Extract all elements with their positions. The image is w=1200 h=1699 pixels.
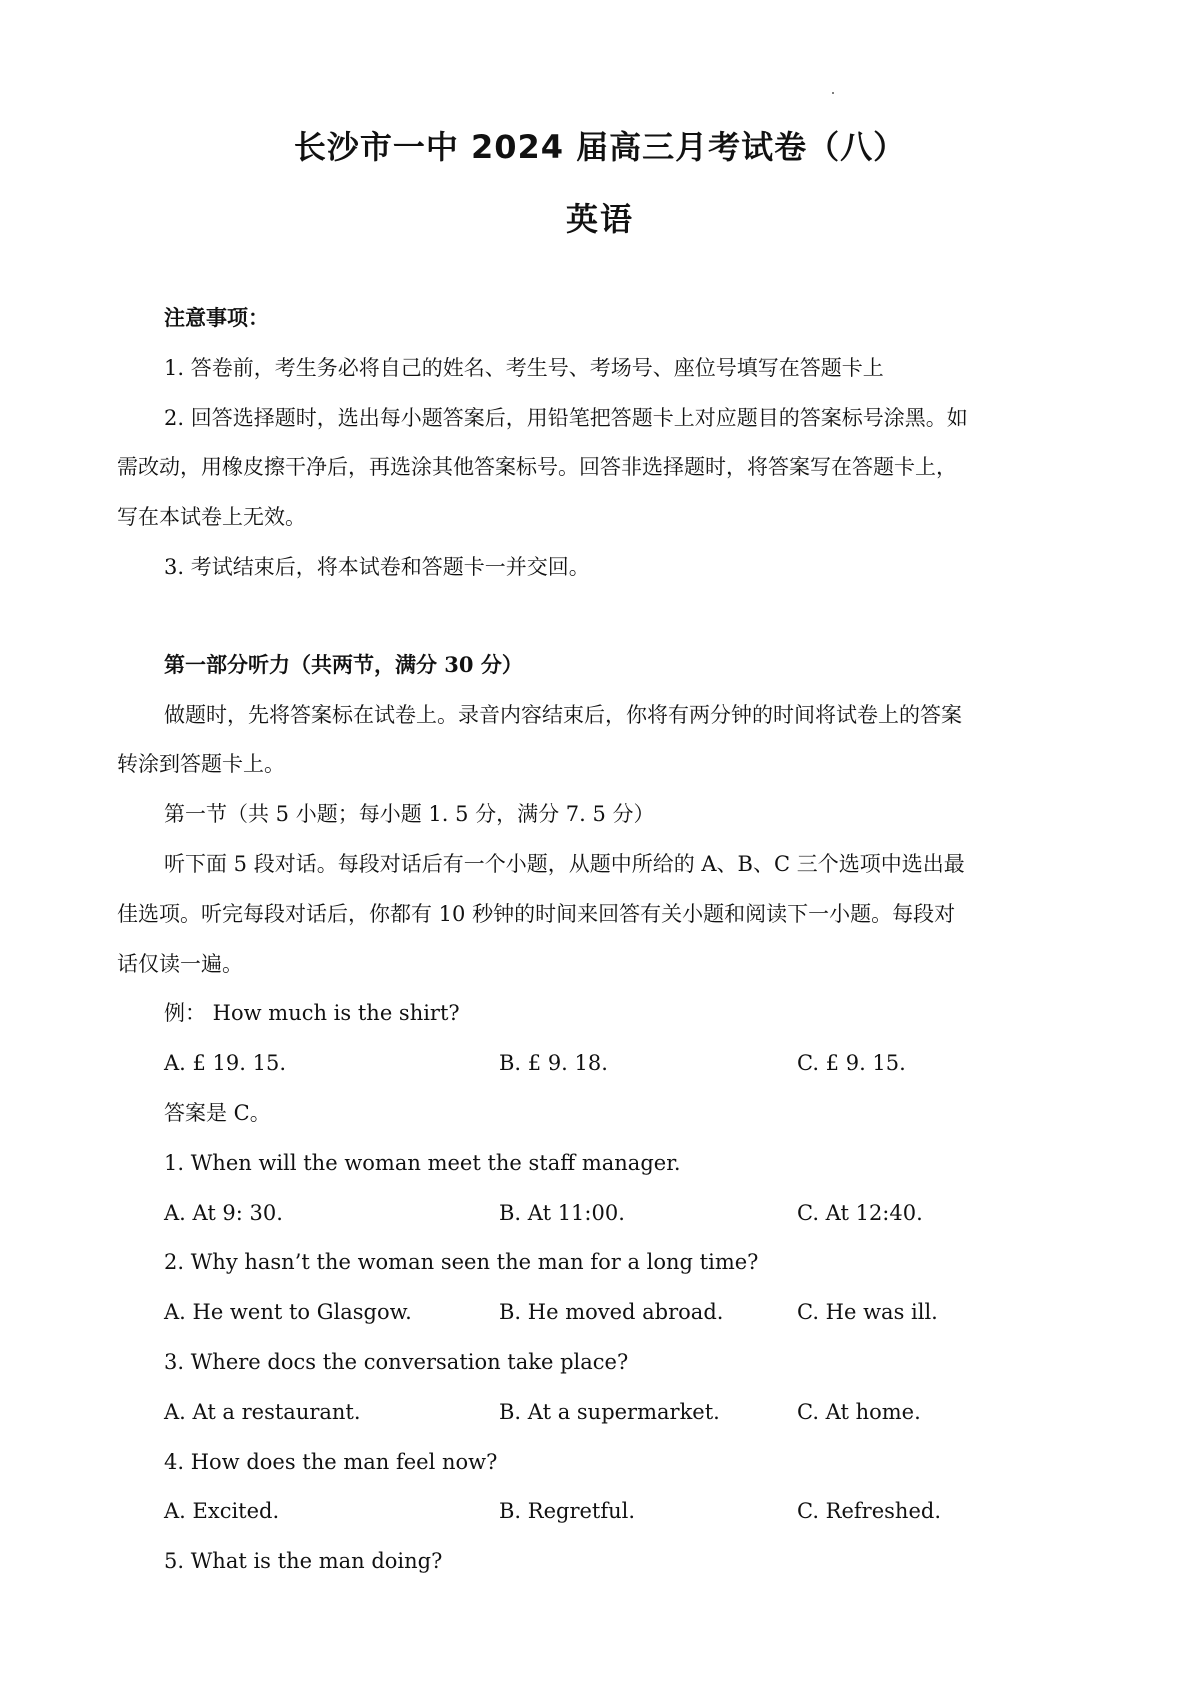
notice-heading: 注意事项：: [164, 305, 269, 330]
option-c: C. At 12:40.: [797, 1200, 923, 1225]
notice-line: 写在本试卷上无效。: [117, 505, 306, 530]
option-b: B. £ 9. 18.: [499, 1051, 608, 1076]
option-b: B. He moved abroad.: [499, 1300, 724, 1325]
question-1-options: [117, 1198, 1097, 1248]
notice-line: 2. 回答选择题时，选出每小题答案后，用铅笔把答题卡上对应题目的答案标号涂黑。如: [164, 405, 968, 430]
question-1: 1. When will the woman meet the staff manager.: [164, 1150, 681, 1175]
question-2: 2. Why hasn’t the woman seen the man for a long time?: [164, 1250, 759, 1275]
question-5: 5. What is the man doing?: [164, 1549, 443, 1574]
section-instruction-line: 话仅读一遍。: [117, 951, 243, 976]
option-b: B. Regretful.: [499, 1499, 636, 1524]
option-c: C. Refreshed.: [797, 1499, 941, 1524]
subject-title: 英语: [565, 200, 634, 238]
option-c: C. He was ill.: [797, 1300, 938, 1325]
section-instruction-line: 佳选项。听完每段对话后，你都有 10 秒钟的时间来回答有关小题和阅读下一小题。每段对: [117, 901, 956, 926]
option-b: B. At a supermarket.: [499, 1399, 720, 1424]
exam-content: [117, 303, 1097, 1596]
question-2-options: [117, 1297, 1097, 1347]
notice-line: 需改动，用橡皮擦干净后，再选涂其他答案标号。回答非选择题时，将答案写在答题卡上，: [117, 455, 957, 480]
option-c: C. At home.: [797, 1399, 921, 1424]
section-title: 第一节（共 5 小题；每小题 1. 5 分，满分 7. 5 分）: [164, 802, 655, 827]
option-c: C. £ 9. 15.: [797, 1051, 906, 1076]
notice-line: 3. 考试结束后，将本试卷和答题卡一并交回。: [164, 554, 590, 579]
question-4-options: [117, 1496, 1097, 1546]
example-question: 例： How much is the shirt?: [164, 1001, 460, 1026]
example-answer: 答案是 C。: [164, 1100, 271, 1125]
option-a: A. At a restaurant.: [164, 1399, 361, 1424]
option-a: A. £ 19. 15.: [164, 1051, 287, 1076]
question-3: 3. Where docs the conversation take place?: [164, 1349, 629, 1374]
option-b: B. At 11:00.: [499, 1200, 625, 1225]
exam-title: 长沙市一中 2024 届高三月考试卷（八）: [293, 128, 907, 166]
example-options: [117, 1048, 1097, 1098]
question-4: 4. How does the man feel now?: [164, 1449, 498, 1474]
scan-dot: [832, 92, 834, 94]
question-3-options: [117, 1397, 1097, 1447]
option-a: A. He went to Glasgow.: [164, 1300, 412, 1325]
part1-heading: 第一部分听力（共两节，满分 30 分）: [164, 651, 523, 677]
part1-intro-line: 做题时，先将答案标在试卷上。录音内容结束后，你将有两分钟的时间将试卷上的答案: [164, 702, 962, 727]
notice-line: 1. 答卷前，考生务必将自己的姓名、考生号、考场号、座位号填写在答题卡上: [164, 355, 884, 380]
option-a: A. Excited.: [164, 1499, 280, 1524]
part1-intro-line: 转涂到答题卡上。: [117, 752, 285, 777]
section-instruction-line: 听下面 5 段对话。每段对话后有一个小题，从题中所给的 A、B、C 三个选项中选出最: [164, 851, 965, 876]
option-a: A. At 9: 30.: [164, 1200, 283, 1225]
